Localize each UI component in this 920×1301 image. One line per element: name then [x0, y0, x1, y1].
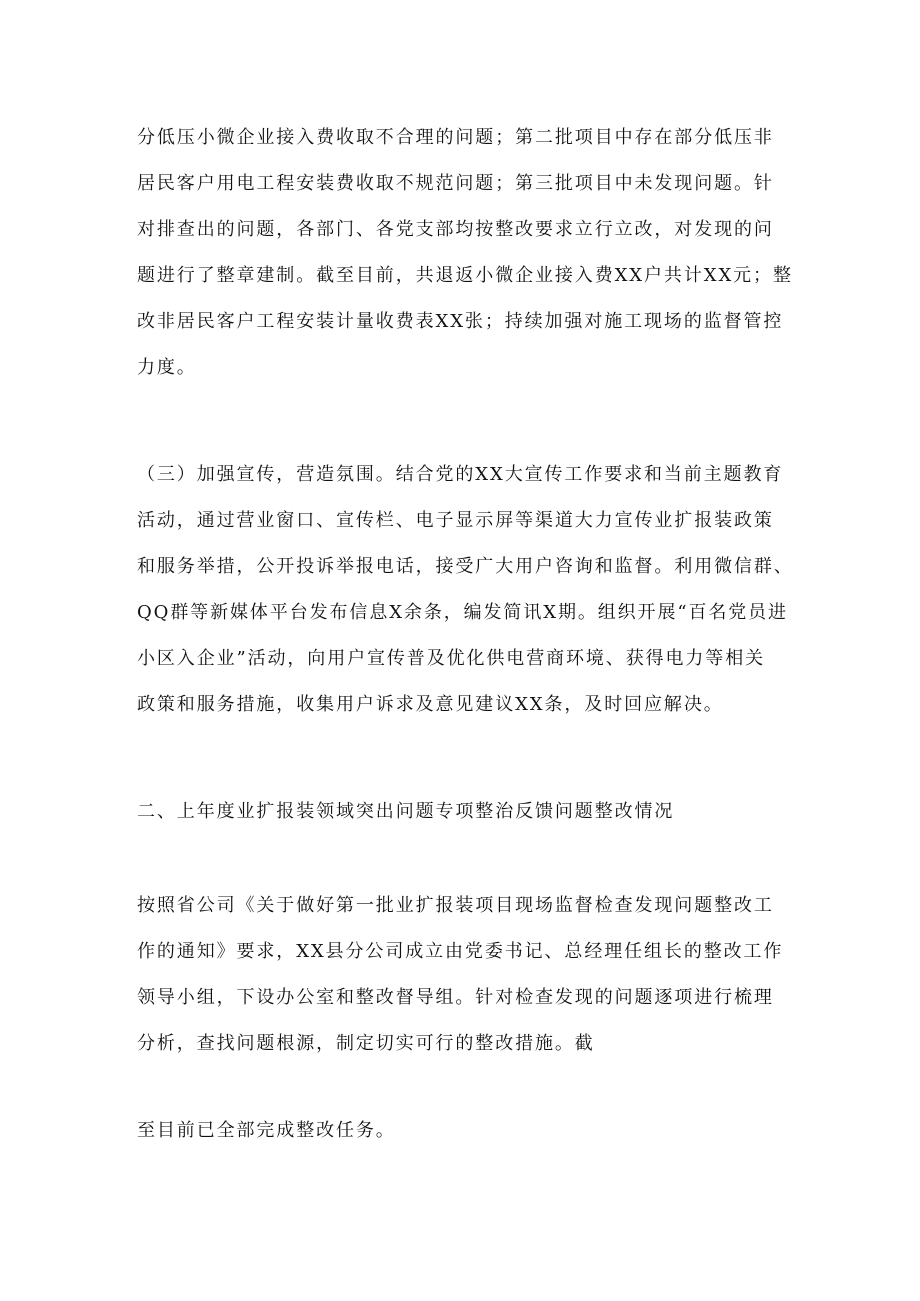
text-line: QQ群等新媒体平台发布信息X余条，编发简讯X期。组织开展“百名党员进 [137, 602, 788, 623]
text-line: 居民客户用电工程安装费收取不规范问题；第三批项目中未发现问题。针 [137, 173, 774, 194]
text-line: 作的通知》要求，XX县分公司成立由党委书记、总经理任组长的整改工作 [137, 941, 784, 962]
text-line: 题进行了整章建制。截至目前，共退返小微企业接入费XX户共计XX元；整 [137, 265, 793, 286]
text-line: 领导小组，下设办公室和整改督导组。针对检查发现的问题逐项进行梳理 [137, 987, 774, 1008]
paragraph-publicity [137, 452, 794, 728]
paragraph-rectification-organization [137, 883, 787, 1067]
text-line: 活动，通过营业窗口、宣传栏、电子显示屏等渠道大力宣传业扩报装政策 [137, 510, 774, 531]
paragraph-rectification-results [137, 115, 793, 391]
text-line: 和服务举措，公开投诉举报电话，接受广大用户咨询和监督。利用微信群、 [137, 556, 794, 577]
text-line: 对排查出的问题，各部门、各党支部均按整改要求立行立改，对发现的问 [137, 219, 774, 240]
text-line: 力度。 [137, 357, 197, 378]
text-line: 分低压小微企业接入费收取不合理的问题；第二批项目中存在部分低压非 [137, 127, 774, 148]
section-heading-text: 二、上年度业扩报装领域突出问题专项整治反馈问题整改情况 [137, 801, 675, 822]
section-heading [137, 789, 787, 835]
text-line: 分析，查找问题根源，制定切实可行的整改措施。截 [137, 1033, 595, 1054]
text-line: 至目前已全部完成整改任务。 [137, 1120, 396, 1141]
text-line: 小区入企业”活动，向用户宣传普及优化供电营商环境、获得电力等相关 [137, 648, 765, 669]
text-line: 改非居民客户工程安装计量收费表XX张；持续加强对施工现场的监督管控 [137, 311, 784, 332]
text-line: （三）加强宣传，营造氛围。结合党的XX大宣传工作要求和当前主题教育 [137, 464, 784, 485]
paragraph-completion [137, 1108, 787, 1154]
text-line: 按照省公司《关于做好第一批业扩报装项目现场监督检查发现问题整改工 [137, 895, 774, 916]
text-line: 政策和服务措施，收集用户诉求及意见建议XX条，及时回应解决。 [137, 694, 724, 715]
